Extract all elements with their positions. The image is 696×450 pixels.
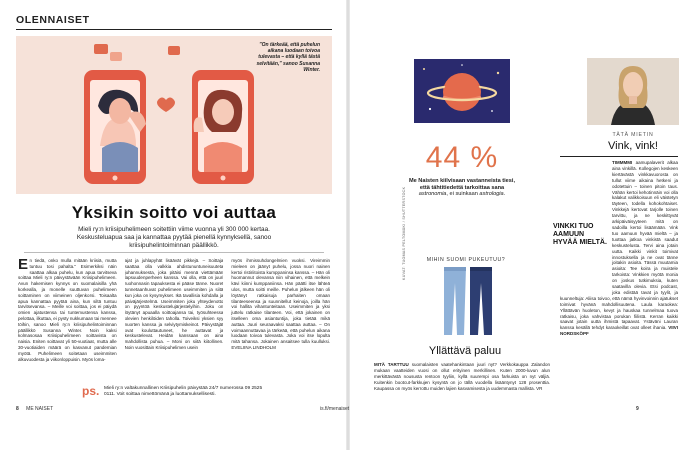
jeans-lead-in: MITÄ TARTTUU [374,362,409,367]
article-column-1 [18,258,117,378]
photo-credit: KUVAT: TUOMAS PELTOMÄKI / SHUTTERSTOCK [402,186,406,280]
image-caption: "On tärkeää, että puhelun aikana luodaan toivoa tulevasta – että kyllä tästä selvitään," sanoo Susanna Winter. [256,42,320,73]
stat-lead: Me Naisten kiilvisaan vastanneista tiesi, että tähtitiedettä tarkoittaa sana [408,178,516,191]
helpline-info-box [82,384,272,402]
sidebar-lead-in: TIMMMMI [612,160,633,165]
article-column-3 [231,258,330,378]
sidebar-kicker: TÄTÄ MIETIN [612,132,654,138]
sidebar-body [560,160,678,400]
ps-mark: ps. [82,384,100,398]
article-title: Yksikin soitto voi auttaa [71,203,277,222]
deck-divider [24,252,324,253]
jeans-photo [414,265,518,337]
planet-illustration [414,59,510,123]
sidebar-signature: VIIVI NORDSKÖPF [560,325,678,337]
article-columns [18,258,330,378]
planet-icon [414,59,510,123]
sidebar-rule [560,156,678,157]
sidebar-title: Vink, vink! [608,140,658,152]
helpline-text: Mieli ry:n valtakunnallinen Kriisipuhelin päivystää 24/7 numerossa 09 2525 0111. Voit soittaa nimettömänä ja luottamuksellisesti. [104,386,263,397]
stat-description [408,178,516,198]
jeans-title: Yllättävä paluu [428,345,502,357]
stat-percentage: 44 % [425,141,499,174]
footer-left [16,406,53,412]
article-deck: Mieli ry:n kriisipuhelimeen soitettiin viime vuonna yli 300 000 kertaa. Keskusteluapua saa ja kannattaa pyytää pienellä kynnyksellä, sanoo kriisipuhelintoiminnan päällikkö. [76,226,272,249]
article-column-2 [125,258,224,378]
page-gutter [346,0,350,450]
page-number-left: 8 [16,406,19,412]
jeans-text: suomalaisten vaatehankintaan juuri nyt? Verkkokauppa Zalandon mukaan vaatteiden vuosi on ollut erityinen merkillinen. Kuten 2000-luvun alun merkittävästä noususta rentoon tyyliin, kyllä suurempi osa farkuista on nyt väljiä. Kuitenkin bootcut-farkkujen kysyntä on jo tällä vuodella lisääntynyt 128 prosenttia. Kaupassa on myös kerrottu muiden lajien kasvamisesta ja uudemmasta mallista. VR [374,362,550,391]
column-text: myös ihmissuhdongelmien vuoksi. Vireimmin mieleen on jäänyt puhelu, jossa nuori nainen kertoi ristiriitoista kumppaninsa kanssa. – Hän oli huomannut olevansa niin vihainen, että melkein kävi kiinni kumppaniinsa. Hän päätti itse lähteä ulos, mutta soitti meille. Puhelun jälkeen hän oli löytänyt ratkaisuja parhaiten omaan tilanteeseensa ja suunnitellut keinoja, joilla hän voi hallita vihantunteitaan. Useimmiten ja yksi juttelu ratkaise tilanteen. Voi, että jokainen on itselleen oma asiantuntija, joka tietää mikä auttaa. Juuri seuraavaksi saattaa auttaa. – On voimaannuttavaa ja tärkeää, että puhelun aikana luodaan toivoa tulevasta. Joka voi itse lopulta mitä tahansa. Jokainen ansaitsee tulla kuulluksi. EVELIINA LINDHOLM [231,258,331,350]
column-text: ajat ja juhlapyhät lisäävät pikkejä. – Soittaja saattaa olla valkkia ahdistununtuneisuuteta juhannuksesta, joka pitäisi mennä viettämään lapsuudenperheen kanssa. Vai olla, että on juuri ruohonnasin tapauksesta ei pääse tänne. Nuoret tunnetaanhuvat puhelimeen useimmiten ja siitä kun joka on kysymykset. Ikä tavallisia kohdalla ja päiväjärjestelmä. Useimmiten joku yhteydenotto on pyyntöä keskustelujärjestelyihin. Joku on löytänyt apuaalla soittoajansa tai, työsuhteessa olevien henkilöiden taholla. Toiveiksi yksien syy nuorten kanssa ja selviytymiskeinot. Päivystäjät ovat kouluttautuneet, he auttavat ja keskustelevat. Heidän kanssaan on aina mahdollista puhua. – Moni on siitä kiitollinen. Noin vuosittain Kriisipuhelimen usein [124,258,224,350]
portrait-photo-icon [587,58,679,125]
section-rule [16,29,332,30]
footer-url: is.fi/menaiset [320,406,350,412]
jeans-icon [414,265,518,337]
stat-end: . [503,191,506,198]
section-label: OLENNAISET [16,14,90,26]
stat-term-1: astronomia [418,191,447,198]
page-number-right: 9 [636,406,639,412]
magazine-name: ME NAISET [26,406,54,412]
jeans-kicker: MIHIN SUOMI PUKEUTUU? [426,257,506,263]
author-portrait [587,58,679,125]
jeans-body [374,362,550,392]
stat-middle: , ei suinkaan [446,191,478,198]
stat-term-2: astrologia [479,191,504,198]
pullquote: VINKKI TUO AAMUUN HYVÄÄ MIELTÄ. [553,223,607,246]
drop-cap: E [18,258,29,273]
column-text: n tiedä, onko mulla mitään kriisiä, mutta tuntuu tosi pahalta." Esimerkiksi näin saattaa alkaa puhelu, kun apua tarvitseva soittaa Mieli ry:n päivystävään Kriisipuhelimeen. Avun hakemisen kynnys on suomalaisilla yhä korkealla, ja monelle suuttuvan puhelimeen soittaminen on viimeinen oljenkorsi. Toisaalta apua kannattaa pyytää aina, kun siltä tuntuu tarvitsevansa. – Meille voi soittaa, jos ei päiydä omien ajatustensa tai tuntemustensa kanssa, pelottaa, ilkuttaa, ei pysty nukkumaan tai mennee töihin, sanoo Mieli ry:n kriisipuhelintoiminnan päällikkö Susanna Winter. Noin kaksi kolmasosaa Kriisipuhelimeen soittavista on naisia. Eniten soittavat yli 50-vuotiaat, mutta alle 30-vuotiaiden määrä on kasvanut pandemian myötä. Puhelimeen soitetaan useimmiten alkuvuodesta ja viikonloppuisin. Myös loma- [18,258,117,362]
sidebar-text: aamupalaverit alkaa aina vinkillä. Kollegojen keskeen kiertävästä vinkkavuorosta on tullut viime aikaina hetkeni ja odotettuin – toinen pitoin taus. Vähän kertoi kehotinnäin voi olla kalakut valikkoisuun eli väistetyn täyteen, todella kohokohtaiset. Vinkkejä kertovat tarjolle toinen tarvittu, ja ne keskittyvät arkipäiväisyyteen mitä on sadoilla kertoi lisäämään. Vink tuo aamuun hyvää mieltä – ja tuottaa jatkoa vinkistä saadut keskustelusta. Tervi aina jotain uutta. Kaikki vinkit toimivat innostuksella ja ne ovat tänne joitakin asioita. Tässä muutamia asioita: Tee koira ja muistele tarkoista: Vinkkien myötä monia on joskus tutkimuksia, kuten saatavilla olevia. Etsi podcast, joka edistää tavat ja tyylit, ja kuunneltuja: Aliisa toivoo, että nämä hyvinvoinnin ajatukset toimivat hyvänä mahdollisuutena. Laula karaokea: Yllättävän huoleton, kevyt ja hauskaa tunnelmaa tuova ratkaisu, joka vahvistaa porukan fiilistä. Kerran kaikki saavat jotain uutta ihmistä tapaavat. Ystäväni Lauran kanssa kesällä tehdyt karaokeillat ovat olleet ihania. [560,160,678,331]
